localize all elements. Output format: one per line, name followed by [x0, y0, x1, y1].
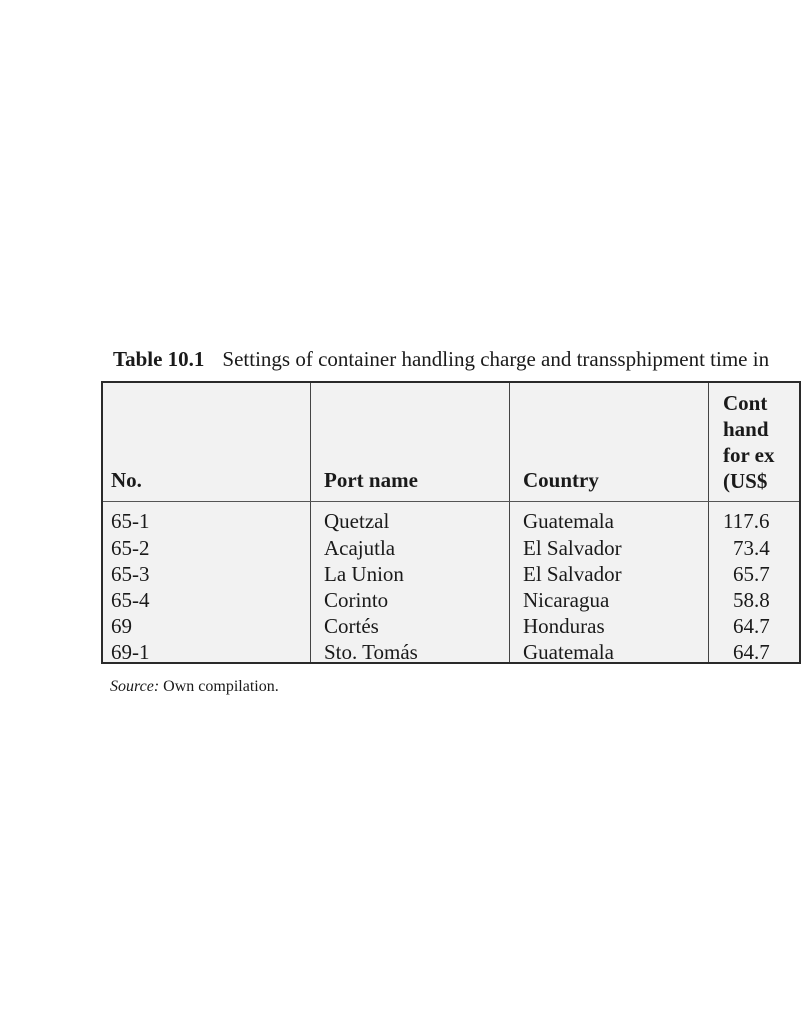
cell-country: El Salvador — [523, 536, 622, 560]
data-table — [101, 381, 801, 664]
source-text: Own compilation. — [163, 678, 279, 695]
cell-country: Nicaragua — [523, 588, 610, 612]
cell-no: 69-1 — [111, 640, 150, 664]
cell-charge: 58.8 — [733, 588, 770, 612]
header-charge-line: (US$ — [723, 469, 768, 493]
column-divider — [509, 383, 510, 662]
cell-no: 69 — [111, 614, 132, 638]
cell-charge: 65.7 — [733, 562, 770, 586]
header-charge-line: for ex — [723, 443, 775, 467]
cell-charge: 73.4 — [733, 536, 770, 560]
cell-no: 65-3 — [111, 562, 150, 586]
cell-country: El Salvador — [523, 562, 622, 586]
cell-country: Guatemala — [523, 509, 614, 533]
header-divider — [103, 501, 799, 502]
header-charge-line: Cont — [723, 391, 768, 415]
cell-port: Corinto — [324, 588, 389, 612]
table-caption-text: Settings of container handling charge and transsphipment time in — [222, 347, 770, 371]
cell-port: Cortés — [324, 614, 379, 638]
cell-port: La Union — [324, 562, 404, 586]
cell-charge: 117.6 — [723, 509, 770, 533]
table-caption — [113, 346, 769, 372]
header-no: No. — [111, 468, 142, 492]
header-port-name: Port name — [324, 468, 418, 492]
cell-charge: 64.7 — [733, 614, 770, 638]
cell-no: 65-4 — [111, 588, 150, 612]
header-country: Country — [523, 468, 599, 492]
cell-charge: 64.7 — [733, 640, 770, 664]
column-divider — [708, 383, 709, 662]
cell-port: Sto. Tomás — [324, 640, 418, 664]
source-label: Source: — [110, 678, 160, 695]
cell-port: Acajutla — [324, 536, 396, 560]
header-container-charge — [723, 390, 775, 494]
cell-country: Honduras — [523, 614, 605, 638]
cell-port: Quetzal — [324, 509, 390, 533]
cell-no: 65-1 — [111, 509, 150, 533]
column-divider — [310, 383, 311, 662]
cell-country: Guatemala — [523, 640, 614, 664]
cell-no: 65-2 — [111, 536, 150, 560]
header-charge-line: hand — [723, 417, 769, 441]
table-source-note — [110, 677, 279, 697]
table-caption-label: Table 10.1 — [113, 347, 205, 371]
